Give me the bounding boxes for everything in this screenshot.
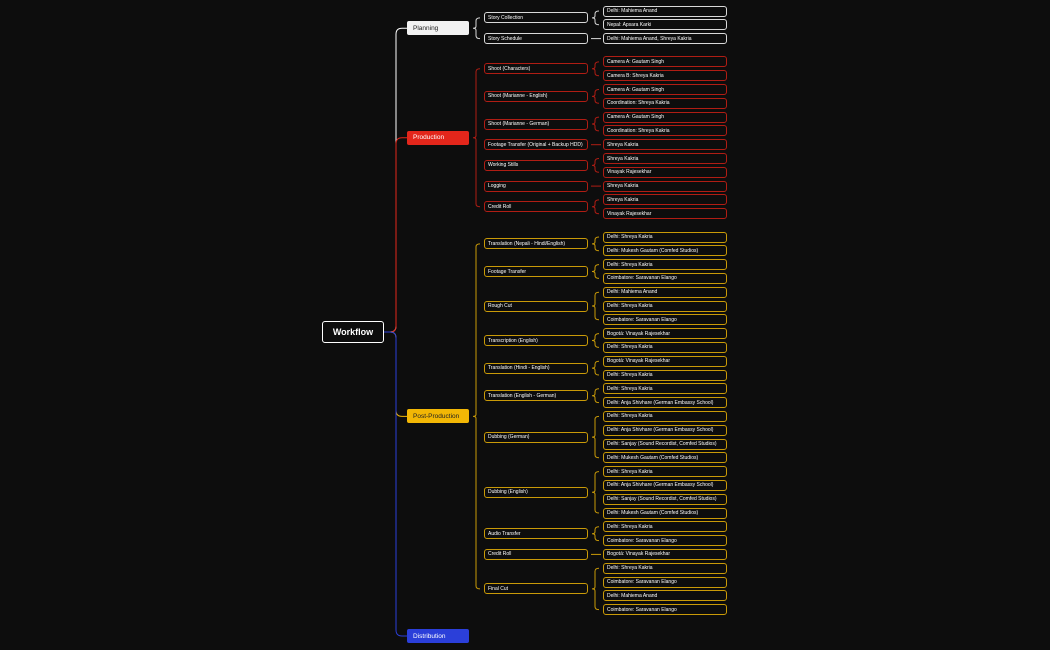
leaf-node[interactable]: Camera A: Gautam Singh: [603, 112, 727, 123]
leaf-node[interactable]: Vinayak Rajesekhar: [603, 167, 727, 178]
task-node-transcription-english[interactable]: Transcription (English): [484, 335, 588, 346]
leaf-node[interactable]: Delhi: Mahiema Anand, Shreya Kakria: [603, 33, 727, 44]
task-node-final-cut[interactable]: Final Cut: [484, 583, 588, 594]
leaf-node[interactable]: Camera A: Gautam Singh: [603, 84, 727, 95]
leaf-node[interactable]: Delhi: Shreya Kakria: [603, 411, 727, 422]
leaf-brace: [592, 568, 599, 609]
leaf-brace: [592, 200, 599, 214]
leaf-brace: [592, 416, 599, 457]
root-connector: [384, 138, 407, 332]
leaf-node[interactable]: Delhi: Shreya Kakria: [603, 342, 727, 353]
leaf-brace: [592, 472, 599, 513]
task-node-story-schedule[interactable]: Story Schedule: [484, 33, 588, 44]
category-node-production[interactable]: Production: [407, 131, 469, 145]
leaf-node[interactable]: Coimbatore: Saravanan Elango: [603, 604, 727, 615]
leaf-brace: [592, 527, 599, 541]
task-node-rough-cut[interactable]: Rough Cut: [484, 301, 588, 312]
leaf-brace: [592, 334, 599, 348]
leaf-node[interactable]: Delhi: Sanjay (Sound Recordist, Comfed Studios): [603, 494, 727, 505]
leaf-node[interactable]: Delhi: Shreya Kakria: [603, 383, 727, 394]
leaf-node[interactable]: Bogotá: Vinayak Rajesekhar: [603, 328, 727, 339]
category-node-planning[interactable]: Planning: [407, 21, 469, 35]
leaf-node[interactable]: Camera A: Gautam Singh: [603, 56, 727, 67]
leaf-node[interactable]: Shreya Kakria: [603, 153, 727, 164]
task-node-shoot-marianne-german[interactable]: Shoot (Marianne - German): [484, 119, 588, 130]
leaf-node[interactable]: Coimbatore: Saravanan Elango: [603, 535, 727, 546]
leaf-brace: [592, 265, 599, 279]
leaf-node[interactable]: Delhi: Anja Shivhare (German Embassy School): [603, 480, 727, 491]
task-brace: [473, 69, 480, 207]
leaf-brace: [592, 90, 599, 104]
leaf-node[interactable]: Coimbatore: Saravanan Elango: [603, 273, 727, 284]
task-brace: [473, 18, 480, 39]
leaf-brace: [592, 292, 599, 320]
task-node-translation-nepali-hindi-english[interactable]: Translation (Nepali - Hindi/English): [484, 238, 588, 249]
leaf-brace: [592, 117, 599, 131]
leaf-node[interactable]: Delhi: Mukesh Gautam (Comfed Studios): [603, 245, 727, 256]
category-node-post-production[interactable]: Post-Production: [407, 409, 469, 423]
leaf-node[interactable]: Delhi: Sanjay (Sound Recordist, Comfed Studios): [603, 439, 727, 450]
leaf-brace: [592, 389, 599, 403]
task-node-dubbing-german[interactable]: Dubbing (German): [484, 432, 588, 443]
task-node-translation-hindi-english[interactable]: Translation (Hindi - English): [484, 363, 588, 374]
leaf-node[interactable]: Delhi: Mukesh Gautam (Comfed Studios): [603, 452, 727, 463]
leaf-node[interactable]: Delhi: Mahiema Anand: [603, 590, 727, 601]
leaf-node[interactable]: Delhi: Mahiema Anand: [603, 287, 727, 298]
leaf-brace: [592, 361, 599, 375]
task-node-credit-roll[interactable]: Credit Roll: [484, 201, 588, 212]
task-node-audio-transfer[interactable]: Audio Transfer: [484, 528, 588, 539]
leaf-node[interactable]: Delhi: Shreya Kakria: [603, 521, 727, 532]
leaf-node[interactable]: Delhi: Anja Shivhare (German Embassy School): [603, 397, 727, 408]
task-node-shoot-marianne-english[interactable]: Shoot (Marianne - English): [484, 91, 588, 102]
task-node-footage-transfer[interactable]: Footage Transfer: [484, 266, 588, 277]
task-node-story-collection[interactable]: Story Collection: [484, 12, 588, 23]
root-connector: [384, 332, 407, 636]
leaf-node[interactable]: Coimbatore: Saravanan Elango: [603, 314, 727, 325]
leaf-brace: [592, 62, 599, 76]
leaf-node[interactable]: Delhi: Shreya Kakria: [603, 466, 727, 477]
leaf-node[interactable]: Delhi: Shreya Kakria: [603, 232, 727, 243]
leaf-node[interactable]: Coordination: Shreya Kakria: [603, 98, 727, 109]
leaf-node[interactable]: Coimbatore: Saravanan Elango: [603, 577, 727, 588]
task-node-logging[interactable]: Logging: [484, 181, 588, 192]
leaf-node[interactable]: Camera B: Shreya Kakria: [603, 70, 727, 81]
leaf-node[interactable]: Delhi: Mukesh Gautam (Comfed Studios): [603, 508, 727, 519]
task-brace: [473, 244, 480, 589]
leaf-node[interactable]: Shreya Kakria: [603, 139, 727, 150]
task-node-dubbing-english[interactable]: Dubbing (English): [484, 487, 588, 498]
leaf-node[interactable]: Delhi: Anja Shivhare (German Embassy School): [603, 425, 727, 436]
leaf-node[interactable]: Bogotá: Vinayak Rajesekhar: [603, 356, 727, 367]
leaf-node[interactable]: Nepal: Apsara Karki: [603, 19, 727, 30]
leaf-brace: [592, 159, 599, 173]
leaf-node[interactable]: Delhi: Shreya Kakria: [603, 370, 727, 381]
leaf-node[interactable]: Delhi: Shreya Kakria: [603, 301, 727, 312]
leaf-node[interactable]: Bogotá: Vinayak Rajesekhar: [603, 549, 727, 560]
leaf-node[interactable]: Delhi: Shreya Kakria: [603, 259, 727, 270]
root-node-workflow[interactable]: Workflow: [322, 321, 384, 343]
leaf-node[interactable]: Shreya Kakria: [603, 194, 727, 205]
task-node-credit-roll[interactable]: Credit Roll: [484, 549, 588, 560]
leaf-brace: [592, 237, 599, 251]
leaf-node[interactable]: Shreya Kakria: [603, 181, 727, 192]
leaf-node[interactable]: Delhi: Shreya Kakria: [603, 563, 727, 574]
category-node-distribution[interactable]: Distribution: [407, 629, 469, 643]
leaf-node[interactable]: Coordination: Shreya Kakria: [603, 125, 727, 136]
task-node-working-stills[interactable]: Working Stills: [484, 160, 588, 171]
task-node-shoot-characters[interactable]: Shoot (Characters): [484, 63, 588, 74]
leaf-node[interactable]: Delhi: Mahiema Anand: [603, 6, 727, 17]
leaf-node[interactable]: Vinayak Rajesekhar: [603, 208, 727, 219]
leaf-brace: [592, 11, 599, 25]
task-node-translation-english-german[interactable]: Translation (English - German): [484, 390, 588, 401]
task-node-footage-transfer-original-backup-hdd[interactable]: Footage Transfer (Original + Backup HDD): [484, 139, 588, 150]
